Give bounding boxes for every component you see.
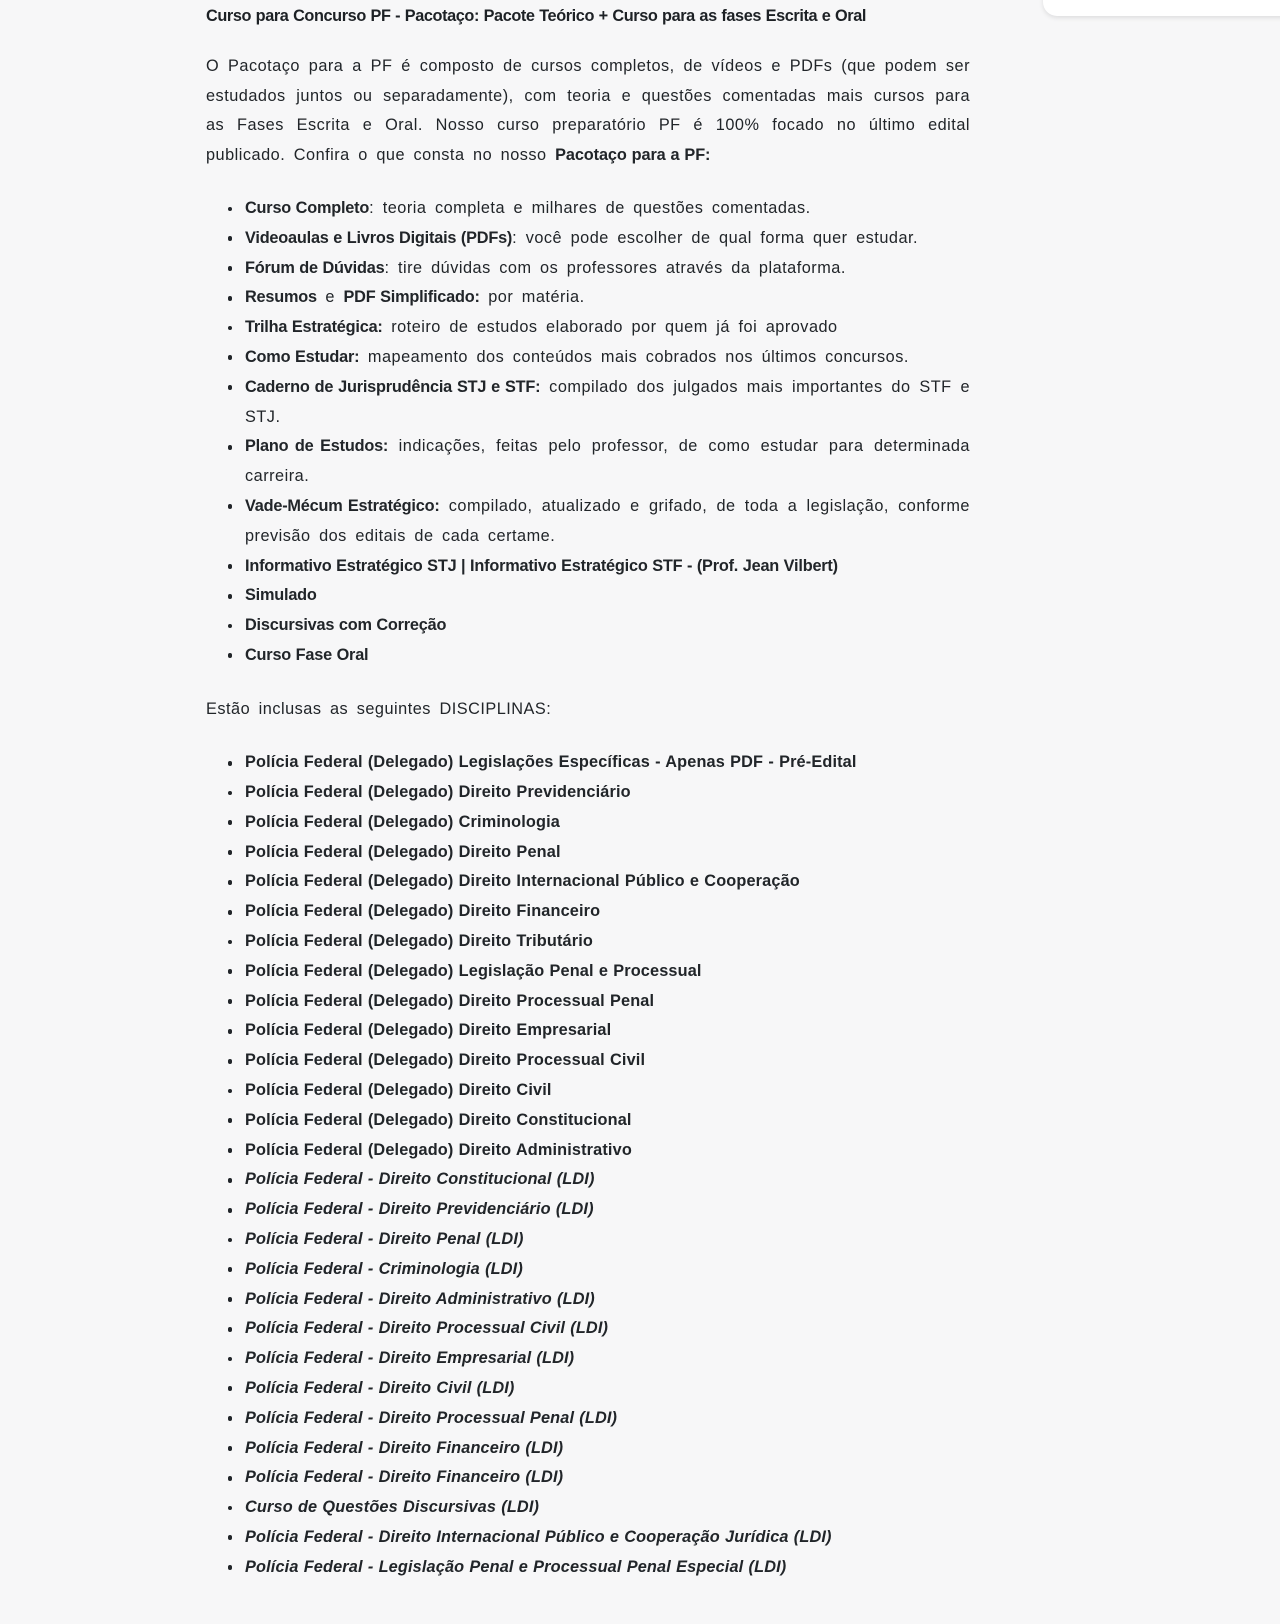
feature-item [245, 224, 970, 254]
feature-label: Curso Fase Oral [245, 645, 369, 664]
discipline-item: Polícia Federal (Delegado) Direito Internacional Público e Cooperação [245, 867, 970, 897]
discipline-item: Polícia Federal (Delegado) Direito Constitucional [245, 1106, 970, 1136]
page-title: Curso para Concurso PF - Pacotaço: Pacote Teórico + Curso para as fases Escrita e Oral [206, 7, 867, 25]
discipline-item: Polícia Federal - Criminologia (LDI) [245, 1255, 970, 1285]
feature-label: Caderno de Jurisprudência STJ e STF: [245, 377, 541, 396]
discipline-item: Polícia Federal - Direito Previdenciário (LDI) [245, 1195, 970, 1225]
feature-text: mapeamento dos conteúdos mais cobrados nos últimos concursos. [359, 347, 909, 366]
discipline-item: Polícia Federal - Direito Civil (LDI) [245, 1374, 970, 1404]
feature-item [245, 611, 970, 641]
discipline-item: Polícia Federal (Delegado) Direito Processual Penal [245, 987, 970, 1017]
discipline-item: Polícia Federal (Delegado) Legislações Específicas - Apenas PDF - Pré-Edital [245, 748, 970, 778]
feature-label: Discursivas com Correção [245, 616, 447, 635]
disciplines-list [206, 748, 970, 1582]
discipline-item: Polícia Federal (Delegado) Direito Penal [245, 838, 970, 868]
feature-item [245, 373, 970, 433]
discipline-item: Polícia Federal - Direito Financeiro (LDI) [245, 1463, 970, 1493]
feature-label: Simulado [245, 586, 317, 605]
features-list [206, 194, 970, 671]
intro-paragraph [206, 52, 970, 170]
feature-label: Fórum de Dúvidas [245, 258, 385, 277]
feature-text: : teoria completa e milhares de questões comentadas. [369, 199, 811, 217]
discipline-item: Polícia Federal - Direito Constitucional (LDI) [245, 1165, 970, 1195]
discipline-item: Polícia Federal - Direito Administrativo (LDI) [245, 1285, 970, 1315]
feature-item [245, 581, 970, 611]
feature-label: Como Estudar: [245, 347, 360, 366]
feature-text: : você pode escolher de qual forma quer estudar. [512, 228, 919, 247]
discipline-item: Polícia Federal - Direito Empresarial (LDI) [245, 1344, 970, 1374]
intro-bold-tail: Pacotaço para a PF: [555, 145, 711, 164]
feature-item [245, 492, 970, 552]
feature-text: roteiro de estudos elaborado por quem já foi aprovado [382, 318, 838, 337]
feature-label: Plano de Estudos: [245, 437, 389, 456]
top-right-floating-card [1043, 0, 1280, 16]
feature-item [245, 432, 970, 492]
feature-label: PDF Simplificado: [343, 288, 480, 307]
feature-label: Trilha Estratégica: [245, 318, 383, 337]
discipline-item: Polícia Federal - Direito Internacional Público e Cooperação Jurídica (LDI) [245, 1523, 970, 1553]
discipline-item: Polícia Federal - Direito Processual Civil (LDI) [245, 1314, 970, 1344]
feature-text: compilado dos julgados mais importantes do STF e STJ. [245, 377, 971, 426]
discipline-item: Polícia Federal - Legislação Penal e Processual Penal Especial (LDI) [245, 1553, 970, 1583]
discipline-item: Polícia Federal - Direito Processual Penal (LDI) [245, 1404, 970, 1434]
feature-item [245, 313, 970, 343]
feature-label: Vade-Mécum Estratégico: [245, 496, 440, 515]
feature-label: Informativo Estratégico STJ | Informativo Estratégico STF - (Prof. Jean Vilbert) [245, 556, 838, 575]
feature-item [245, 254, 970, 284]
discipline-item: Polícia Federal (Delegado) Direito Financeiro [245, 897, 970, 927]
disciplines-intro: Estão inclusas as seguintes DISCIPLINAS: [206, 699, 552, 718]
feature-text: : tire dúvidas com os professores através da plataforma. [384, 258, 846, 277]
feature-label: Videoaulas e Livros Digitais (PDFs) [245, 228, 513, 247]
feature-text: por matéria. [479, 288, 585, 307]
intro-text: O Pacotaço para a PF é composto de cursos completos, de vídeos e PDFs (que podem ser estudados juntos ou separadamente), com teoria e questões comentadas mais cursos para as Fases Escrita e Oral. Nosso curso preparatório PF é 100% focado no último edital publicado. Confira o que consta no nosso [206, 57, 970, 164]
feature-item [245, 552, 970, 582]
feature-label: Curso Completo [245, 199, 370, 217]
feature-item [245, 641, 970, 671]
discipline-item: Polícia Federal (Delegado) Legislação Penal e Processual [245, 957, 970, 987]
feature-item [245, 194, 970, 224]
feature-text: indicações, feitas pelo professor, de como estudar para determinada carreira. [245, 437, 970, 486]
article [206, 4, 970, 1607]
discipline-item: Polícia Federal - Direito Penal (LDI) [245, 1225, 970, 1255]
discipline-item: Polícia Federal (Delegado) Direito Administrativo [245, 1136, 970, 1166]
feature-item [245, 283, 970, 313]
discipline-item: Polícia Federal (Delegado) Direito Empresarial [245, 1016, 970, 1046]
discipline-item: Curso de Questões Discursivas (LDI) [245, 1493, 970, 1523]
discipline-item: Polícia Federal (Delegado) Direito Tributário [245, 927, 970, 957]
feature-label: Resumos [245, 288, 317, 307]
discipline-item: Polícia Federal (Delegado) Direito Civil [245, 1076, 970, 1106]
discipline-item: Polícia Federal (Delegado) Direito Processual Civil [245, 1046, 970, 1076]
feature-text: compilado, atualizado e grifado, de toda a legislação, conforme previsão dos editais de cada certame. [245, 496, 970, 545]
feature-text: e [316, 288, 344, 307]
feature-item [245, 343, 970, 373]
discipline-item: Polícia Federal (Delegado) Direito Previdenciário [245, 778, 970, 808]
discipline-item: Polícia Federal - Direito Financeiro (LDI) [245, 1434, 970, 1464]
discipline-item: Polícia Federal (Delegado) Criminologia [245, 808, 970, 838]
